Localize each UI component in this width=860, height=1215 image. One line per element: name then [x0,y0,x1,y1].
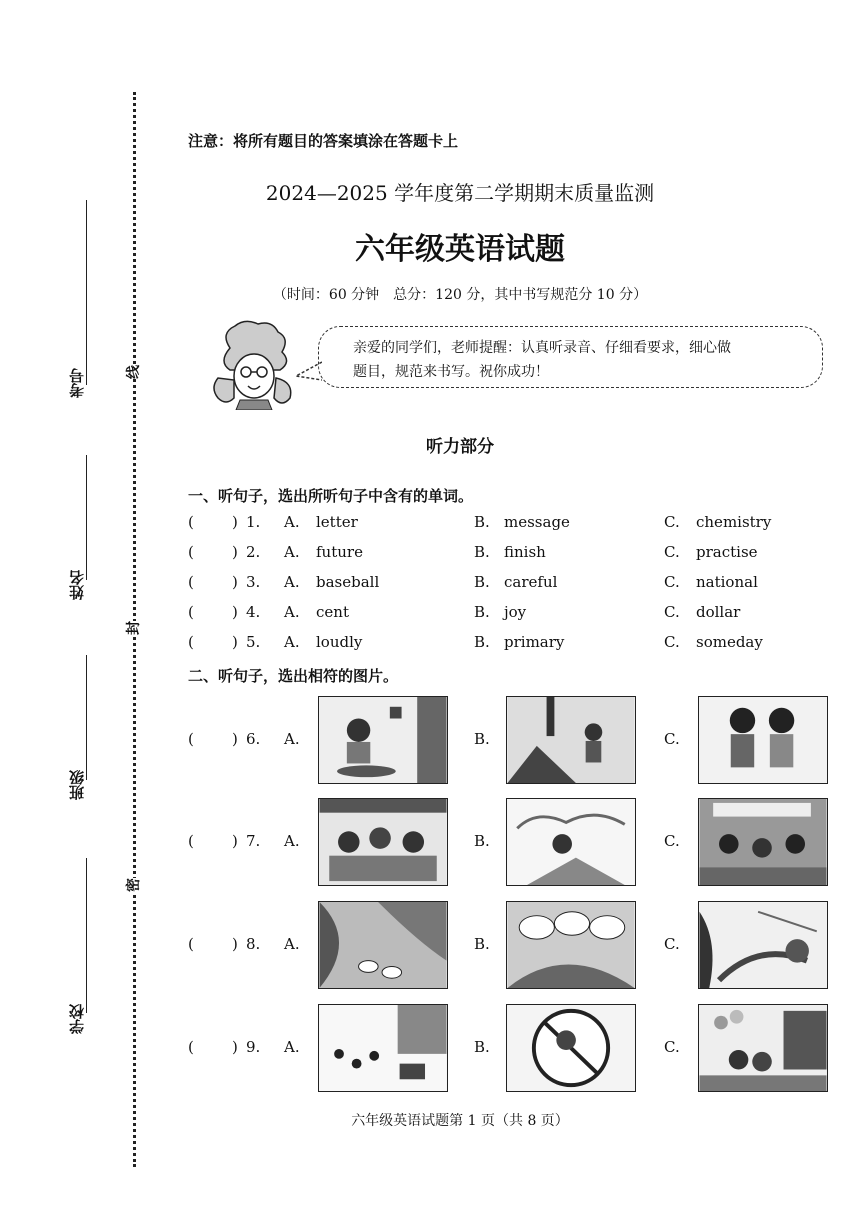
listening-section-title: 听力部分 [426,437,494,457]
answer-paren-left[interactable]: ( [188,543,194,561]
page-footer: 六年级英语试题第 1 页（共 8 页） [351,1113,569,1129]
part1-title: 一、听句子，选出所听句子中含有的单词。 [188,487,474,505]
answer-paren-left[interactable]: ( [188,633,194,651]
answer-paren-right: ) [232,633,238,651]
question-number: 5. [246,633,261,651]
option-c-label: C. [664,730,680,748]
question-row [188,633,808,659]
option-c-label: C. [664,832,680,850]
option-c-word: national [696,573,758,591]
question-number: 3. [246,573,261,591]
option-c-label: C. [664,633,680,651]
option-c-label: C. [664,513,680,531]
question-number: 4. [246,603,261,621]
reminder-line-1: 亲爱的同学们，老师提醒：认真听录音、仔细看要求，细心做 [353,340,731,356]
option-b-word: joy [504,603,527,621]
question-row [188,603,808,629]
option-b-label: B. [474,633,490,651]
option-a-label: A. [284,603,300,621]
question-number: 8. [246,935,261,953]
picture-option-b [506,696,636,784]
option-c-label: C. [664,1038,680,1056]
option-b-label: B. [474,1038,490,1056]
question-number: 1. [246,513,261,531]
seal-char-mi: 密 [121,878,145,892]
picture-option-a [318,901,448,989]
option-c-label: C. [664,935,680,953]
option-c-label: C. [664,573,680,591]
answer-paren-right: ) [232,832,238,850]
picture-question-row [188,696,838,786]
option-b-word: message [504,513,570,531]
picture-question-row [188,901,838,991]
option-a-word: cent [316,603,349,621]
part2-title: 二、听句子，选出相符的图片。 [188,667,399,685]
picture-option-b [506,798,636,886]
teacher-cartoon [210,318,300,410]
option-b-word: finish [504,543,546,561]
answer-paren-left[interactable]: ( [188,832,194,850]
exam-subtitle: 2024—2025 学年度第二学期期末质量监测 [265,181,655,205]
question-number: 9. [246,1038,261,1056]
answer-paren-right: ) [232,935,238,953]
option-b-label: B. [474,935,490,953]
option-b-label: B. [474,832,490,850]
picture-option-b [506,1004,636,1092]
reminder-line-2: 题目，规范来书写。祝你成功！ [353,364,549,380]
option-b-label: B. [474,513,490,531]
option-a-word: letter [316,513,358,531]
question-row [188,543,808,569]
option-a-label: A. [284,935,300,953]
picture-option-c [698,901,828,989]
picture-option-c [698,696,828,784]
picture-option-a [318,798,448,886]
option-a-word: future [316,543,363,561]
answer-paren-right: ) [232,573,238,591]
option-a-label: A. [284,1038,300,1056]
option-a-word: loudly [316,633,363,651]
answer-paren-left[interactable]: ( [188,935,194,953]
option-b-word: careful [504,573,558,591]
reminder-bubble [318,326,823,388]
answer-paren-left[interactable]: ( [188,730,194,748]
option-b-label: B. [474,543,490,561]
kaohao-label: 考号 [68,368,86,398]
option-a-label: A. [284,832,300,850]
picture-option-a [318,1004,448,1092]
answer-paren-right: ) [232,1038,238,1056]
picture-option-c [698,1004,828,1092]
option-c-word: chemistry [696,513,772,531]
option-c-word: practise [696,543,758,561]
picture-option-a [318,696,448,784]
option-b-label: B. [474,730,490,748]
option-a-word: baseball [316,573,380,591]
option-c-label: C. [664,603,680,621]
picture-option-c [698,798,828,886]
option-a-label: A. [284,513,300,531]
school-label: 学校 [68,1004,86,1034]
seal-char-xian: 线 [121,365,145,379]
question-row [188,513,808,539]
answer-paren-left[interactable]: ( [188,1038,194,1056]
answer-paren-left[interactable]: ( [188,513,194,531]
notice: 注意：将所有题目的答案填涂在答题卡上 [188,132,459,150]
question-number: 2. [246,543,261,561]
picture-question-row [188,1004,838,1094]
option-c-word: someday [696,633,763,651]
time-info: （时间：60 分钟 总分：120 分，其中书写规范分 10 分） [272,287,648,303]
name-line [86,455,87,580]
picture-question-row [188,798,838,888]
option-a-label: A. [284,633,300,651]
class-line [86,655,87,780]
answer-paren-right: ) [232,603,238,621]
school-line [86,858,87,1013]
answer-paren-right: ) [232,513,238,531]
class-label: 班级 [68,770,86,800]
question-row [188,573,808,599]
exam-title: 六年级英语试题 [355,232,565,267]
option-b-label: B. [474,603,490,621]
answer-paren-right: ) [232,730,238,748]
option-b-word: primary [504,633,565,651]
answer-paren-left[interactable]: ( [188,573,194,591]
answer-paren-left[interactable]: ( [188,603,194,621]
option-a-label: A. [284,730,300,748]
question-number: 6. [246,730,261,748]
option-a-label: A. [284,573,300,591]
option-b-label: B. [474,573,490,591]
picture-option-b [506,901,636,989]
name-label: 姓名 [68,570,86,600]
seal-char-feng: 封 [121,621,145,635]
option-a-label: A. [284,543,300,561]
option-c-word: dollar [696,603,741,621]
question-number: 7. [246,832,261,850]
option-c-label: C. [664,543,680,561]
answer-paren-right: ) [232,543,238,561]
